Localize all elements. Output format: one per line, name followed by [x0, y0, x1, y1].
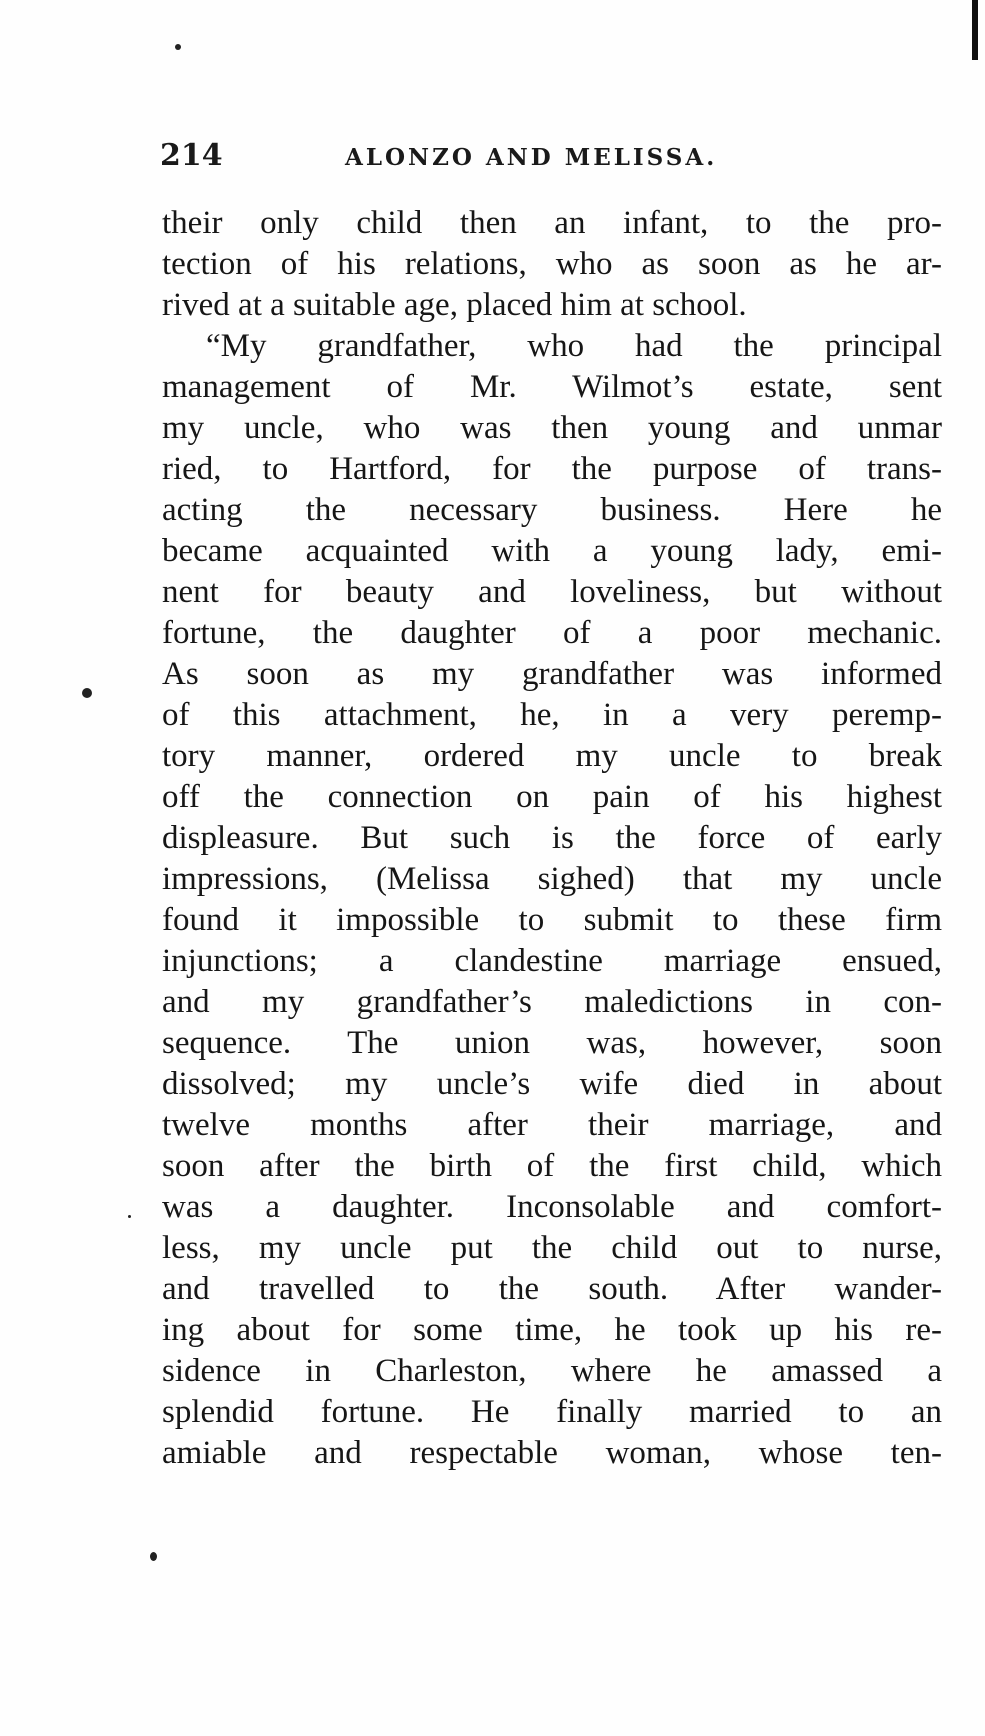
ink-speck — [128, 1215, 131, 1218]
text-line: fortune, the daughter of a poor mechanic. — [162, 615, 942, 651]
text-line: off the connection on pain of his highest — [162, 779, 942, 815]
text-line: sidence in Charleston, where he amassed a — [162, 1353, 942, 1389]
text-line: tection of his relations, who as soon as he ar- — [162, 246, 942, 282]
text-line: rived at a suitable age, placed him at school. — [162, 287, 747, 323]
text-line: was a daughter. Inconsolable and comfort- — [162, 1189, 942, 1225]
text-line: acting the necessary business. Here he — [162, 492, 942, 528]
text-line: found it impossible to submit to these firm — [162, 902, 942, 938]
text-line: my uncle, who was then young and unmar — [162, 410, 942, 446]
text-line: soon after the birth of the first child, which — [162, 1148, 942, 1184]
text-line: and travelled to the south. After wander- — [162, 1271, 942, 1307]
text-line: As soon as my grandfather was informed — [162, 656, 942, 692]
text-line: amiable and respectable woman, whose ten- — [162, 1435, 942, 1471]
text-line: “My grandfather, who had the principal — [206, 328, 942, 364]
text-line: ried, to Hartford, for the purpose of trans- — [162, 451, 942, 487]
text-line: twelve months after their marriage, and — [162, 1107, 942, 1143]
ink-speck — [82, 688, 92, 698]
text-line: became acquainted with a young lady, emi- — [162, 533, 942, 569]
text-line: impressions, (Melissa sighed) that my uncle — [162, 861, 942, 897]
ink-speck — [150, 1552, 157, 1561]
text-line: and my grandfather’s maledictions in con- — [162, 984, 942, 1020]
text-line: dissolved; my uncle’s wife died in about — [162, 1066, 942, 1102]
page-number: 214 — [160, 138, 223, 173]
text-line: splendid fortune. He finally married to an — [162, 1394, 942, 1430]
text-line: nent for beauty and loveliness, but without — [162, 574, 942, 610]
page-header — [160, 138, 940, 178]
body-text — [162, 203, 942, 1474]
text-line: injunctions; a clandestine marriage ensued, — [162, 943, 942, 979]
text-line: less, my uncle put the child out to nurse, — [162, 1230, 942, 1266]
text-line: of this attachment, he, in a very peremp- — [162, 697, 942, 733]
running-title: ALONZO AND MELISSA. — [345, 144, 718, 171]
text-line: management of Mr. Wilmot’s estate, sent — [162, 369, 942, 405]
text-line: sequence. The union was, however, soon — [162, 1025, 942, 1061]
page-edge-mark — [972, 0, 978, 60]
text-line: displeasure. But such is the force of early — [162, 820, 942, 856]
ink-speck — [175, 44, 181, 50]
text-line: their only child then an infant, to the pro- — [162, 205, 942, 241]
text-line: tory manner, ordered my uncle to break — [162, 738, 942, 774]
text-line: ing about for some time, he took up his re- — [162, 1312, 942, 1348]
